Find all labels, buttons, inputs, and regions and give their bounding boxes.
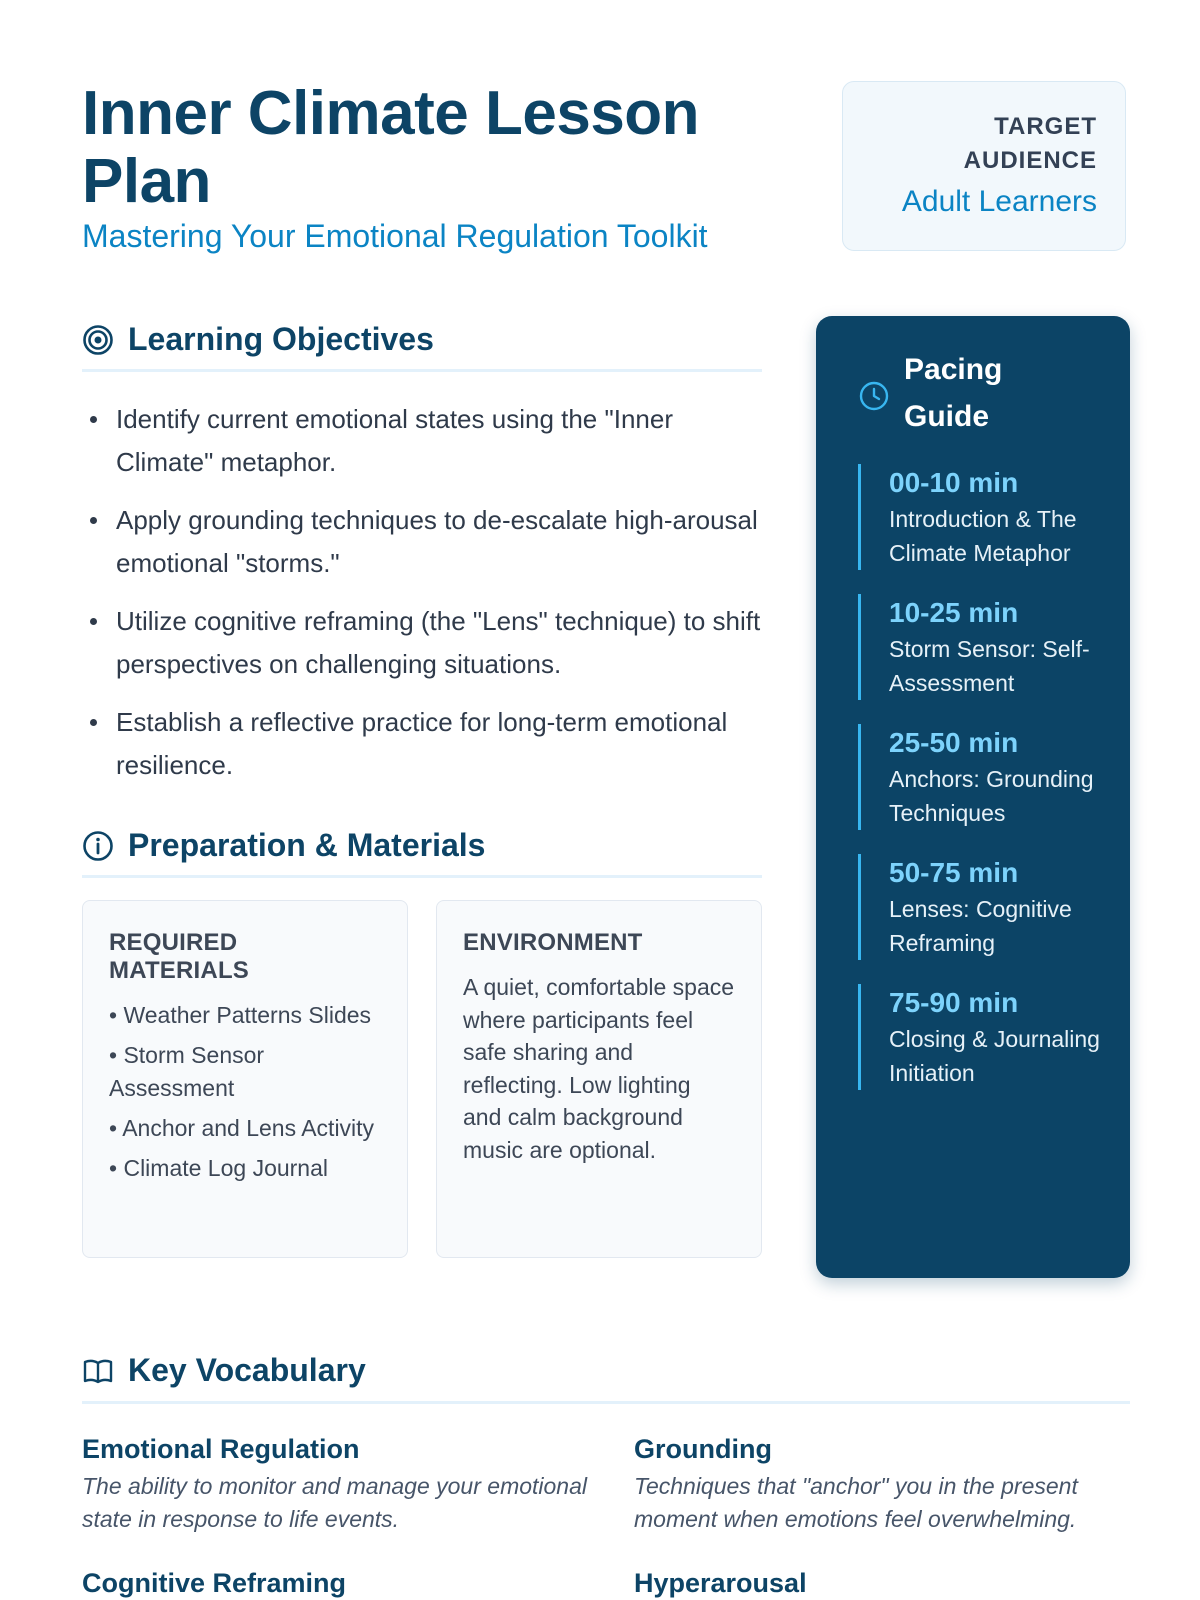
list-item: • Climate Log Journal xyxy=(109,1152,381,1185)
target-audience-card xyxy=(842,81,1126,251)
vocabulary-title: Key Vocabulary xyxy=(128,1352,366,1388)
step-desc: Lenses: Cognitive Reframing xyxy=(889,896,1072,956)
objectives-list xyxy=(82,398,762,802)
list-item: • Anchor and Lens Activity xyxy=(109,1112,381,1145)
objectives-section-header xyxy=(82,310,762,372)
vocab-item xyxy=(82,1432,634,1536)
pacing-header xyxy=(858,346,1100,440)
pacing-title: Pacing Guide xyxy=(904,353,1003,433)
vocab-item xyxy=(634,1432,1130,1536)
audience-label-line2: AUDIENCE xyxy=(963,147,1097,174)
vocab-item xyxy=(82,1566,634,1600)
book-icon xyxy=(82,1355,114,1387)
step-desc: Closing & Journaling Initiation xyxy=(889,1026,1100,1086)
vocab-definition: Techniques that "anchor" you in the present moment when emotions feel overwhelming. xyxy=(634,1473,1078,1532)
environment-card xyxy=(436,900,762,1258)
info-icon xyxy=(82,830,114,862)
page-title: Inner Climate Lesson Plan xyxy=(82,79,700,216)
page-subtitle: Mastering Your Emotional Regulation Toolkit xyxy=(82,218,708,254)
step-time: 00-10 min xyxy=(889,467,1019,498)
list-item: Utilize cognitive reframing (the "Lens" technique) to shift perspectives on challenging situations. xyxy=(82,600,762,686)
step-desc: Introduction & The Climate Metaphor xyxy=(889,506,1077,566)
pacing-guide-panel xyxy=(816,316,1130,1278)
objectives-title: Learning Objectives xyxy=(128,321,434,357)
clock-icon xyxy=(858,380,890,412)
vocabulary-section-header xyxy=(82,1340,1130,1404)
vocab-term: Hyperarousal xyxy=(634,1568,807,1598)
vocab-term: Cognitive Reframing xyxy=(82,1568,347,1598)
step-desc: Storm Sensor: Self-Assessment xyxy=(889,636,1090,696)
list-item: • Weather Patterns Slides xyxy=(109,999,381,1032)
materials-list xyxy=(109,999,381,1185)
preparation-title: Preparation & Materials xyxy=(128,827,486,863)
step-time: 50-75 min xyxy=(889,857,1019,888)
step-time: 25-50 min xyxy=(889,727,1019,758)
materials-title: REQUIRED MATERIALS xyxy=(109,929,250,984)
list-item: Establish a reflective practice for long-term emotional resilience. xyxy=(82,701,762,787)
vocabulary-grid xyxy=(82,1432,1130,1600)
step-desc: Anchors: Grounding Techniques xyxy=(889,766,1094,826)
required-materials-card xyxy=(82,900,408,1258)
pacing-step xyxy=(858,724,1100,830)
list-item: Apply grounding techniques to de-escalate high-arousal emotional "storms." xyxy=(82,499,762,585)
pacing-step xyxy=(858,984,1100,1090)
pacing-step xyxy=(858,464,1100,570)
step-time: 10-25 min xyxy=(889,597,1019,628)
vocab-term: Grounding xyxy=(634,1434,772,1464)
target-icon xyxy=(82,324,114,356)
pacing-step xyxy=(858,854,1100,960)
step-time: 75-90 min xyxy=(889,987,1019,1018)
preparation-section-header xyxy=(82,816,762,878)
list-item: Identify current emotional states using the "Inner Climate" metaphor. xyxy=(82,398,762,484)
audience-value: Adult Learners xyxy=(901,185,1097,218)
audience-label-line1: TARGET xyxy=(994,113,1097,140)
vocab-term: Emotional Regulation xyxy=(82,1434,360,1464)
vocab-item xyxy=(634,1566,1130,1600)
vocab-definition: The ability to monitor and manage your emotional state in response to life events. xyxy=(82,1473,588,1532)
pacing-step xyxy=(858,594,1100,700)
environment-text: A quiet, comfortable space where participants feel safe sharing and reflecting. Low lighting and calm background music are optional. xyxy=(463,974,735,1163)
environment-title: ENVIRONMENT xyxy=(463,929,643,956)
list-item: • Storm Sensor Assessment xyxy=(109,1039,381,1105)
